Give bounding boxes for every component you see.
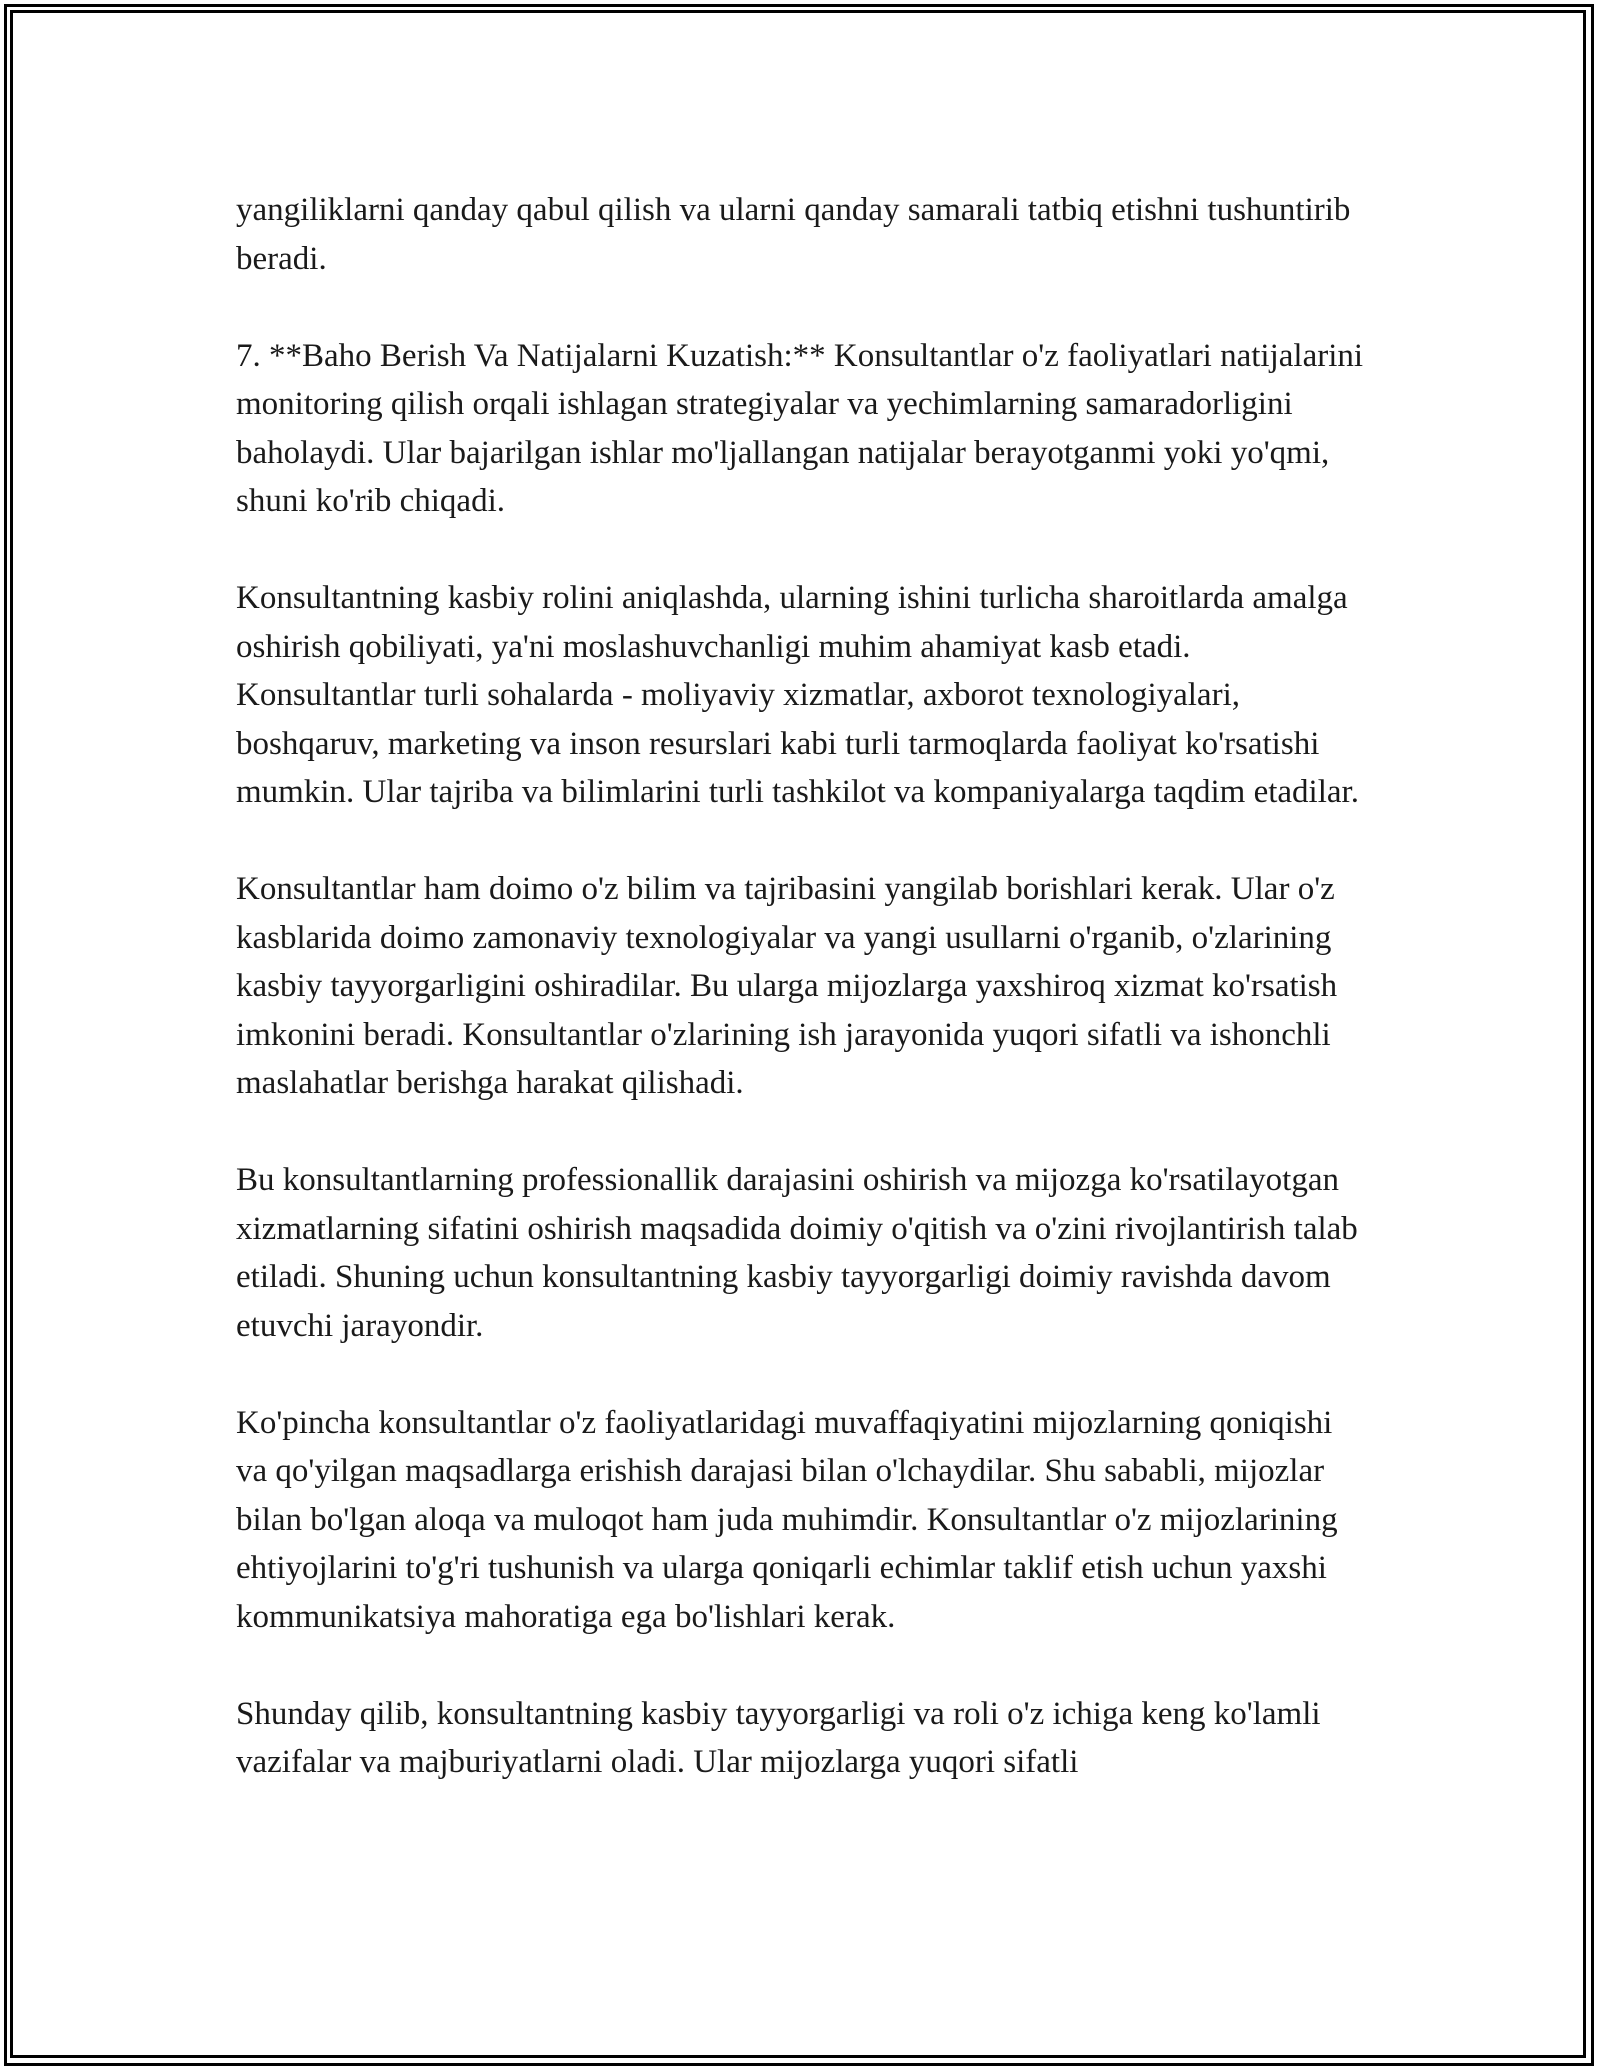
paragraph-intro-continuation: yangiliklarni qanday qabul qilish va ularni qanday samarali tatbiq etishni tushuntirib beradi.: [236, 192, 1351, 277]
paragraph-continuous-learning: Konsultantlar ham doimo o'z bilim va tajribasini yangilab borishlari kerak. Ular o'z kasblarida doimo zamonaviy texnologiyalar va yangi usullarni o'rganib, o'zlarining kasbiy tayyorgarligini oshiradilar. Bu ularga mijozlarga yaxshiroq xizmat ko'rsatish imkonini beradi. Konsultantlar o'zlarining ish jarayonida yuqori sifatli va ishonchli maslahatlar berishga harakat qilishadi.: [236, 871, 1338, 1101]
paragraph-conclusion: Shunday qilib, konsultantning kasbiy tayyorgarligi va roli o'z ichiga keng ko'lamli vazifalar va majburiyatlarni oladi. Ular mijozlarga yuqori sifatli: [236, 1695, 1321, 1780]
document-body: [236, 186, 1366, 1787]
paragraph-item-7-evaluation: 7. **Baho Berish Va Natijalarni Kuzatish:** Konsultantlar o'z faoliyatlari natijalarini monitoring qilish orqali ishlagan strategiyalar va yechimlarning samaradorligini baholaydi. Ular bajarilgan ishlar mo'ljallangan natijalar berayotganmi yoki yo'qmi, shuni ko'rib chiqadi.: [236, 337, 1364, 519]
paragraph-client-satisfaction: Ko'pincha konsultantlar o'z faoliyatlaridagi muvaffaqiyatini mijozlarning qoniqishi va qo'yilgan maqsadlarga erishish darajasi bilan o'lchaydilar. Shu sababli, mijozlar bilan bo'lgan aloqa va muloqot ham juda muhimdir. Konsultantlar o'z mijozlarining ehtiyojlarini to'g'ri tushunish va ularga qoniqarli echimlar taklif etish uchun yaxshi kommunikatsiya mahoratiga ega bo'lishlari kerak.: [236, 1404, 1338, 1635]
paragraph-professional-development: Bu konsultantlarning professionallik darajasini oshirish va mijozga ko'rsatilayotgan xizmatlarning sifatini oshirish maqsadida doimiy o'qitish va o'zini rivojlantirish talab etiladi. Shuning uchun konsultantning kasbiy tayyorgarligi doimiy ravishda davom etuvchi jarayondir.: [236, 1162, 1358, 1344]
paragraph-adaptability: Konsultantning kasbiy rolini aniqlashda, ularning ishini turlicha sharoitlarda amalga oshirish qobiliyati, ya'ni moslashuvchanligi muhim ahamiyat kasb etadi. Konsultantlar turli sohalarda - moliyaviy xizmatlar, axborot texnologiyalari, boshqaruv, marketing va inson resurslari kabi turli tarmoqlarda faoliyat ko'rsatishi mumkin. Ular tajriba va bilimlarini turli tashkilot va kompaniyalarga taqdim etadilar.: [236, 580, 1359, 810]
